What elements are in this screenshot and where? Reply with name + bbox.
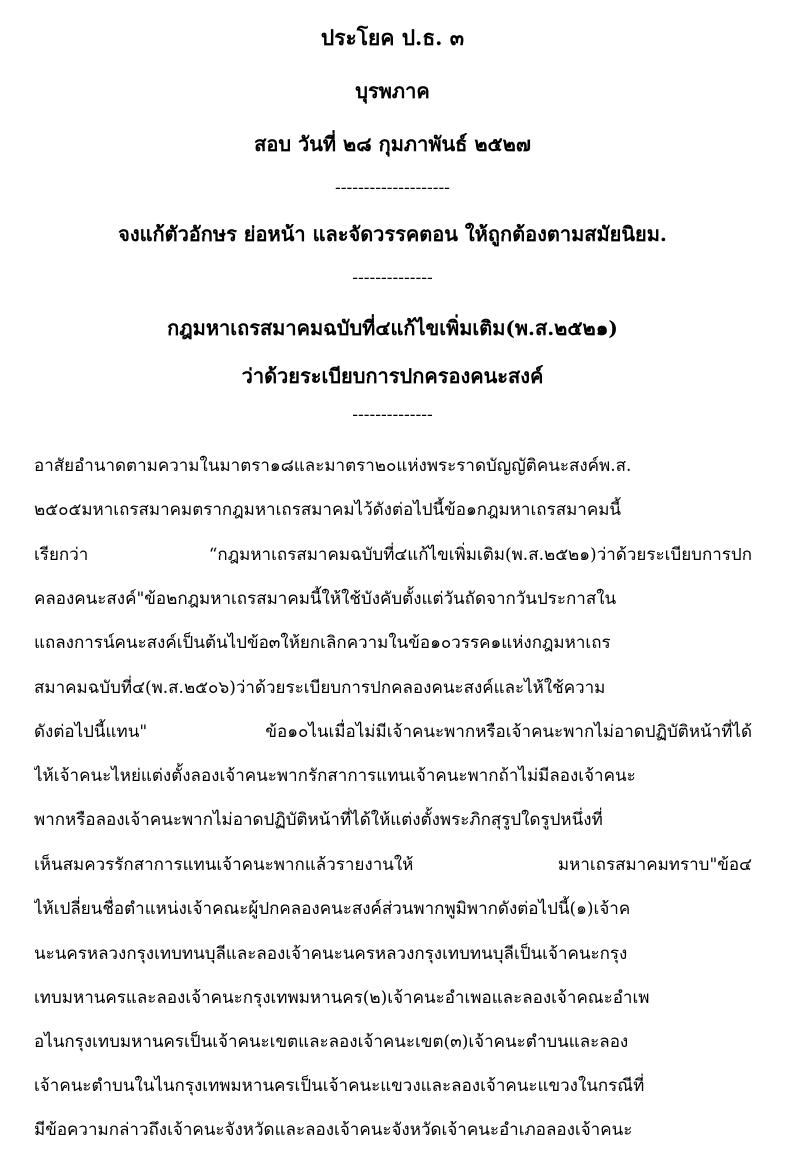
body-line: ไห้เปลี่ยนชื่อตำแหน่งเจ้าคณะผู้ปกคลองคนะสงค์ส่วนพากพูมิพากดังต่อไปนี้(๑)เจ้าค (34, 899, 631, 919)
divider: -------------- (352, 405, 433, 425)
body-line: มีข้อความกล่าวถึงเจ้าคนะจังหวัดและลองเจ้าคนะจังหวัดเจ้าคนะอำเภอลองเจ้าคนะ (34, 1120, 633, 1140)
body-line: อไนกรุงเทบมหานครเป็นเจ้าคนะเขตและลองเจ้าคนะเขต(๓)เจ้าคนะตำบนและลอง (34, 1032, 629, 1052)
body-line: สมาคมฉบับที่๔(พ.ส.๒๕๐๖)ว่าด้วยระเบียบการปกคลองคนะสงค์และไห้ใช้ความ (34, 678, 606, 698)
body-line: คลองคนะสงค์"ข้อ๒กฎมหาเถรสมาคมนี้ให้ใช้บังคับตั้งแต่วันถัดจากวันประกาสใน (34, 589, 617, 609)
exam-date: สอบ วันที่ ๒๘ กุมภาพันธ์ ๒๕๒๗ (254, 132, 531, 156)
section-heading: บุรพภาค (355, 79, 430, 103)
body-line: ไห้เจ้าคนะไหย่แต่งตั้งลองเจ้าคนะพากรักสาการแทนเจ้าคนะพากถ้าไม่มีลองเจ้าคนะ (34, 766, 636, 786)
body-line: ดังต่อไปนี้แทน" ข้อ๑๐ไนเมื่อไม่มีเจ้าคนะพากหรือเจ้าคนะพากไม่อาดปฏิบัติหน้าที่ได้ (34, 722, 752, 742)
body-line: พากหรือลองเจ้าคนะพากไม่อาดปฏิบัติหน้าที่ได้ให้แต่งตั้งพระภิกสุรูปใดรูปหนึ่งที่ (34, 810, 603, 830)
body-line: เทบมหานครและลองเจ้าคนะกรุงเทพมหานคร(๒)เจ้าคนะอำเพอและลองเจ้าคณะอำเพ (34, 988, 650, 1008)
divider: -------------------- (335, 178, 450, 198)
document-title: ประโยค ป.ธ. ๓ (320, 25, 465, 50)
body-line: อาสัยอำนาดตามความในมาตรา๑๘และมาตรา๒๐แห่งพระราดบัญญัติคนะสงค์พ.ส. (34, 456, 632, 476)
divider: -------------- (352, 268, 433, 288)
body-line: เจ้าคนะตำบนในไนกรุงเทพมหานครเป็นเจ้าคนะแขวงและลองเจ้าคนะแขวงในกรณีที่ (34, 1076, 645, 1096)
instruction-text: จงแก้ตัวอักษร ย่อหน้า และจัดวรรคตอน ให้ถูกต้องตามสมัยนิยม. (118, 222, 667, 246)
body-line: ๒๕๐๕มหาเถรสมาคมตรากฎมหาเถรสมาคมไว้ดังต่อไปนี้ข้อ๑กฎมหาเถรสมาคมนี้ (34, 500, 622, 520)
body-line: เห็นสมควรรักสาการแทนเจ้าคนะพากแล้วรายงานให้ มหาเถรสมาคมทราบ"ข้อ๔ (34, 855, 752, 875)
body-line: แถลงการน์คนะสงค์เป็นต้นไปข้อ๓ให้ยกเลิกความในข้อ๑๐วรรค๑แห่งกฎมหาเถร (34, 633, 611, 653)
body-line: เรียกว่า “กฎมหาเถรสมาคมฉบับที่๔แก้ไขเพิ่มเติม(พ.ส.๒๕๒๑)ว่าด้วยระเบียบการปก (34, 545, 752, 565)
body-line: นะนครหลวงกรุงเทบทนบุลีและลองเจ้าคนะนครหลวงกรุงเทบทนบุลีเป็นเจ้าคนะกรุง (34, 944, 628, 964)
rule-subtitle: ว่าด้วยระเบียบการปกครองคนะสงค์ (241, 364, 544, 388)
rule-title: กฎมหาเถรสมาคมฉบับที่๔แก้ไขเพิ่มเติม(พ.ส.๒๕๒๑) (167, 316, 618, 340)
